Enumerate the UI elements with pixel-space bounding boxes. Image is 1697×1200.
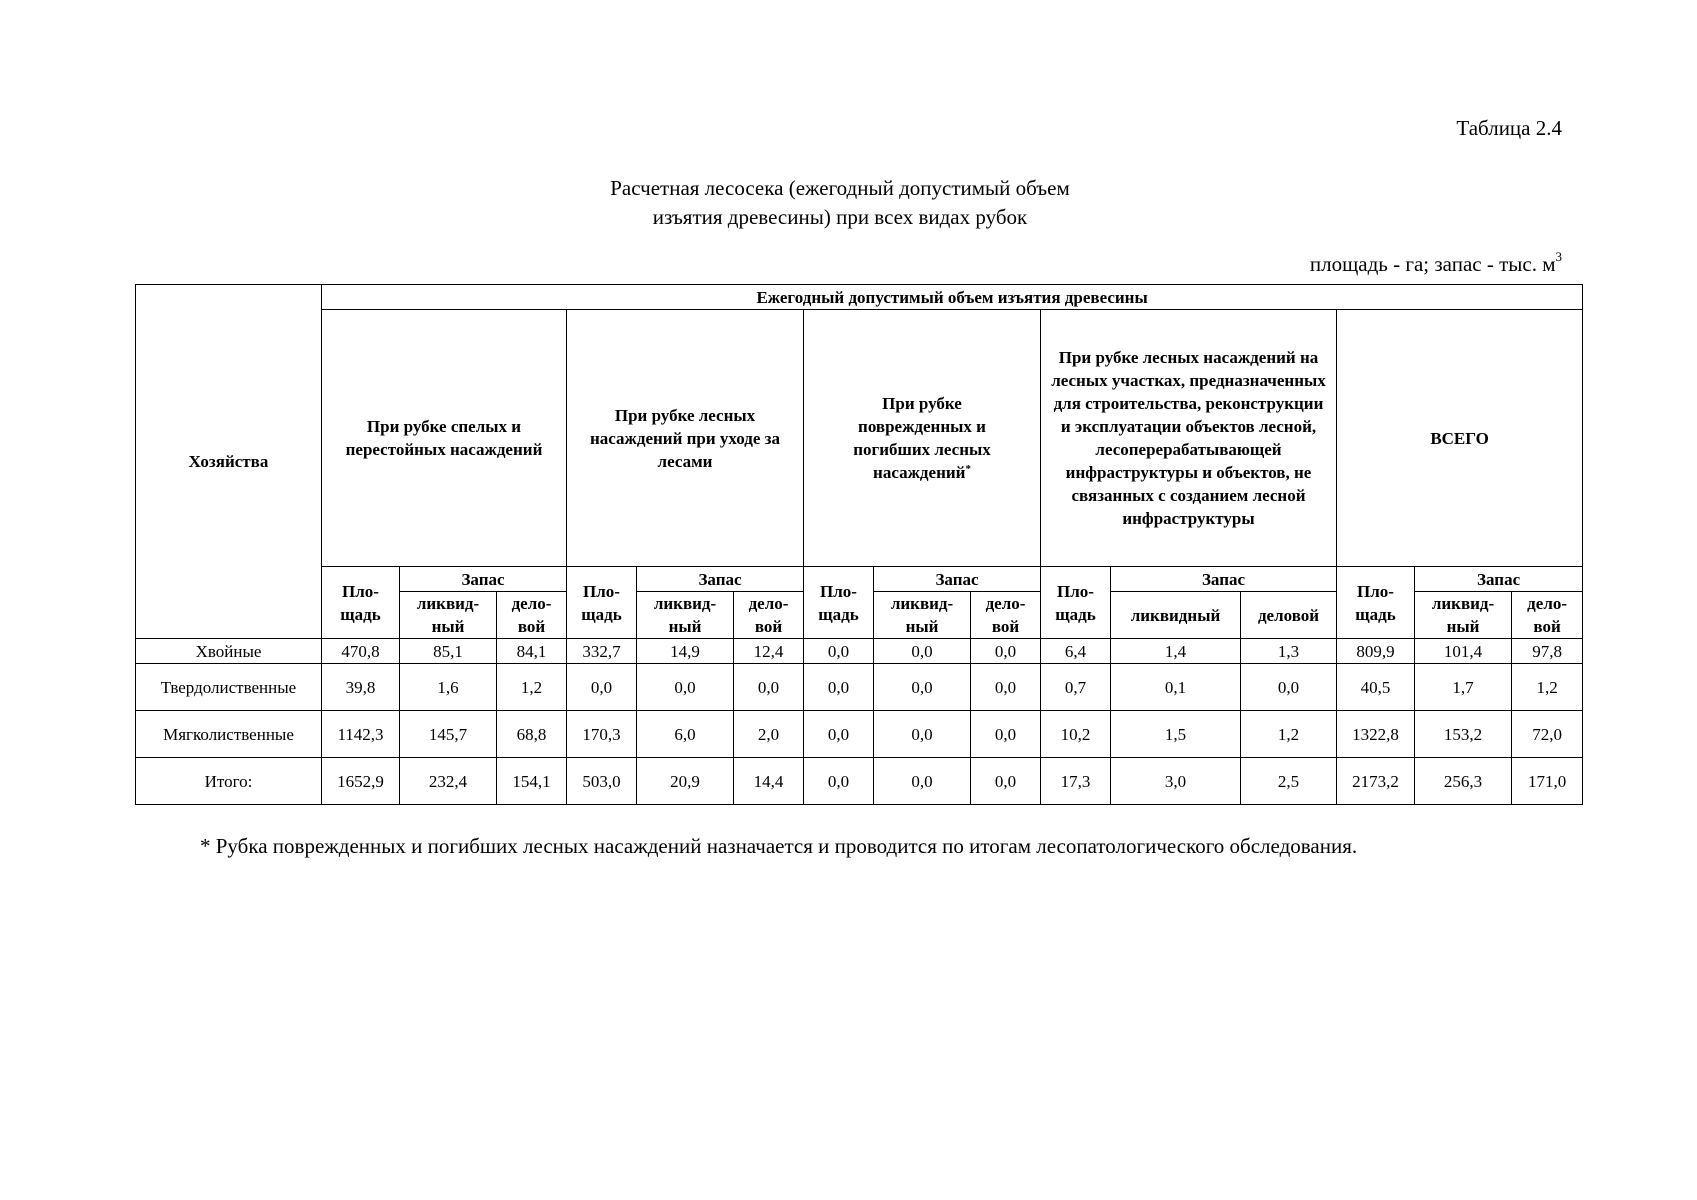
liquid-stock-header: ликвид-ный bbox=[400, 592, 497, 639]
table-cell: 68,8 bbox=[497, 711, 567, 758]
table-cell: 2,0 bbox=[734, 711, 804, 758]
table-cell: 0,0 bbox=[804, 758, 874, 805]
table-cell: 3,0 bbox=[1111, 758, 1241, 805]
group-header-5 bbox=[1337, 310, 1583, 567]
table-cell: 84,1 bbox=[497, 639, 567, 664]
business-stock-header: деловой bbox=[1241, 592, 1337, 639]
stock-header: Запас bbox=[1415, 567, 1583, 592]
table-cell: 1,5 bbox=[1111, 711, 1241, 758]
allowable-cut-table bbox=[135, 284, 1583, 805]
business-stock-header: дело-вой bbox=[1512, 592, 1583, 639]
household-name: Итого: bbox=[136, 758, 322, 805]
group-header-label: При рубке лесных насаждений при уходе за лесами bbox=[589, 405, 781, 471]
group-header-label: При рубке поврежденных и погибших лесных насаждений bbox=[853, 394, 991, 482]
table-cell: 1322,8 bbox=[1337, 711, 1415, 758]
stock-header: Запас bbox=[874, 567, 1041, 592]
group-header-4 bbox=[1041, 310, 1337, 567]
table-row bbox=[136, 664, 1583, 711]
table-cell: 0,0 bbox=[567, 664, 637, 711]
table-cell: 6,0 bbox=[637, 711, 734, 758]
household-name: Твердолиственные bbox=[136, 664, 322, 711]
table-cell: 154,1 bbox=[497, 758, 567, 805]
area-header: Пло-щадь bbox=[1337, 567, 1415, 639]
liquid-stock-header: ликвидный bbox=[1111, 592, 1241, 639]
table-cell: 12,4 bbox=[734, 639, 804, 664]
table-cell: 10,2 bbox=[1041, 711, 1111, 758]
table-cell: 0,0 bbox=[874, 711, 971, 758]
footnote-marker: * bbox=[965, 463, 971, 475]
table-cell: 503,0 bbox=[567, 758, 637, 805]
table-cell: 0,1 bbox=[1111, 664, 1241, 711]
business-stock-header: дело-вой bbox=[734, 592, 804, 639]
liquid-stock-header: ликвид-ный bbox=[637, 592, 734, 639]
header-annual-volume: Ежегодный допустимый объем изъятия древесины bbox=[322, 285, 1583, 310]
title-line-2: изъятия древесины) при всех видах рубок bbox=[652, 205, 1028, 229]
table-cell: 1,3 bbox=[1241, 639, 1337, 664]
table-cell: 1,4 bbox=[1111, 639, 1241, 664]
table-row bbox=[136, 758, 1583, 805]
table-cell: 1,2 bbox=[497, 664, 567, 711]
table-cell: 6,4 bbox=[1041, 639, 1111, 664]
table-cell: 0,0 bbox=[874, 758, 971, 805]
table-cell: 145,7 bbox=[400, 711, 497, 758]
stock-header: Запас bbox=[637, 567, 804, 592]
area-header: Пло-щадь bbox=[804, 567, 874, 639]
title-line-1: Расчетная лесосека (ежегодный допустимый объем bbox=[610, 176, 1070, 200]
table-cell: 40,5 bbox=[1337, 664, 1415, 711]
table-cell: 0,0 bbox=[804, 639, 874, 664]
group-header-label: ВСЕГО bbox=[1430, 428, 1489, 448]
household-name: Хвойные bbox=[136, 639, 322, 664]
table-number: Таблица 2.4 bbox=[1456, 116, 1562, 140]
table-cell: 470,8 bbox=[322, 639, 400, 664]
table-cell: 1,2 bbox=[1241, 711, 1337, 758]
table-cell: 1,7 bbox=[1415, 664, 1512, 711]
table-cell: 1652,9 bbox=[322, 758, 400, 805]
table-cell: 1142,3 bbox=[322, 711, 400, 758]
liquid-stock-header: ликвид-ный bbox=[874, 592, 971, 639]
table-cell: 0,0 bbox=[971, 711, 1041, 758]
table-cell: 14,9 bbox=[637, 639, 734, 664]
stock-header: Запас bbox=[400, 567, 567, 592]
group-header-2 bbox=[567, 310, 804, 567]
table-cell: 2,5 bbox=[1241, 758, 1337, 805]
stock-header: Запас bbox=[1111, 567, 1337, 592]
table-cell: 0,0 bbox=[804, 711, 874, 758]
header-household: Хозяйства bbox=[136, 285, 322, 639]
table-cell: 0,0 bbox=[804, 664, 874, 711]
table-cell: 0,0 bbox=[1241, 664, 1337, 711]
table-cell: 72,0 bbox=[1512, 711, 1583, 758]
table-cell: 153,2 bbox=[1415, 711, 1512, 758]
household-name: Мягколиственные bbox=[136, 711, 322, 758]
table-cell: 0,0 bbox=[971, 639, 1041, 664]
table-cell: 97,8 bbox=[1512, 639, 1583, 664]
units-text: площадь - га; запас - тыс. м bbox=[1309, 252, 1556, 276]
table-row bbox=[136, 711, 1583, 758]
table-cell: 0,0 bbox=[874, 639, 971, 664]
table-cell: 101,4 bbox=[1415, 639, 1512, 664]
table-cell: 0,0 bbox=[971, 758, 1041, 805]
liquid-stock-header: ликвид-ный bbox=[1415, 592, 1512, 639]
area-header: Пло-щадь bbox=[322, 567, 400, 639]
table-cell: 0,0 bbox=[734, 664, 804, 711]
units-note bbox=[1100, 249, 1562, 277]
business-stock-header: дело-вой bbox=[971, 592, 1041, 639]
group-header-label: При рубке спелых и перестойных насаждений bbox=[345, 417, 543, 459]
table-cell: 14,4 bbox=[734, 758, 804, 805]
business-stock-header: дело-вой bbox=[497, 592, 567, 639]
table-cell: 170,3 bbox=[567, 711, 637, 758]
table-cell: 332,7 bbox=[567, 639, 637, 664]
table-cell: 171,0 bbox=[1512, 758, 1583, 805]
table-cell: 0,7 bbox=[1041, 664, 1111, 711]
group-header-1 bbox=[322, 310, 567, 567]
table-cell: 39,8 bbox=[322, 664, 400, 711]
table-cell: 809,9 bbox=[1337, 639, 1415, 664]
table-cell: 0,0 bbox=[971, 664, 1041, 711]
table-cell: 256,3 bbox=[1415, 758, 1512, 805]
table-cell: 0,0 bbox=[874, 664, 971, 711]
footnote: * Рубка поврежденных и погибших лесных насаждений назначается и проводится по итогам лесопатологического обследования. bbox=[200, 834, 1358, 858]
units-superscript: 3 bbox=[1555, 249, 1562, 264]
table-cell: 1,6 bbox=[400, 664, 497, 711]
table-cell: 0,0 bbox=[637, 664, 734, 711]
table-cell: 1,2 bbox=[1512, 664, 1583, 711]
table-cell: 85,1 bbox=[400, 639, 497, 664]
group-header-3 bbox=[804, 310, 1041, 567]
table-cell: 17,3 bbox=[1041, 758, 1111, 805]
table-cell: 232,4 bbox=[400, 758, 497, 805]
group-header-label: При рубке лесных насаждений на лесных участках, предназначенных для строительства, реконструкции и эксплуатации объектов лесной, лесоперерабатывающей инфраструктуры и объектов, не связанных с созданием лесной инфраструктуры bbox=[1051, 348, 1326, 528]
area-header: Пло-щадь bbox=[567, 567, 637, 639]
table-cell: 2173,2 bbox=[1337, 758, 1415, 805]
table-cell: 20,9 bbox=[637, 758, 734, 805]
document-title bbox=[470, 174, 1210, 232]
table-row bbox=[136, 639, 1583, 664]
area-header: Пло-щадь bbox=[1041, 567, 1111, 639]
